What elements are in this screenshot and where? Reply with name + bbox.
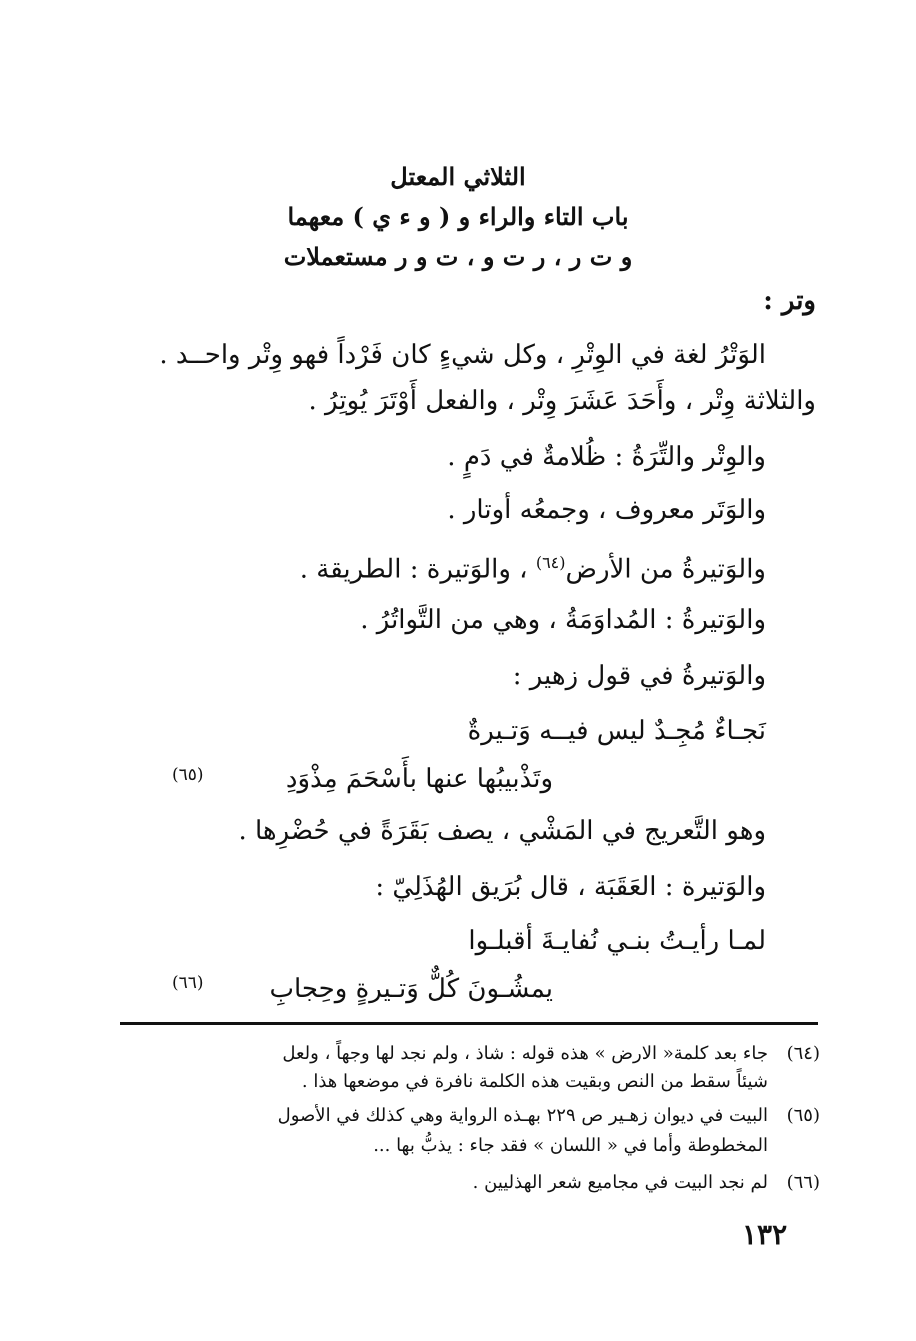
verse-line-2: وتَذْبيبُها عنها بأَسْحَمَ مِذْوَدِ — [285, 764, 553, 794]
roots-line: و ت ر ، ر ت و ، ت و ر مستعملات — [283, 242, 633, 271]
footnote-ref-66: (٦٦) — [172, 973, 204, 993]
body-line-2: والثلاثة وِتْر ، وأَحَدَ عَشَرَ وِتْر ، والفعل أَوْتَرَ يُوتِرُ . — [308, 386, 816, 416]
footnote-65-line-2: المخطوطة وأما في « اللسان » فقد جاء : يذبُّ بها ... — [373, 1135, 768, 1156]
chapter-title: باب التاء والراء و ( و ء ي ) معهما — [287, 202, 629, 231]
footnote-64-number: (٦٤) — [786, 1043, 820, 1064]
footnote-divider — [120, 1022, 818, 1025]
body-line-4: والوَتَر معروف ، وجمعُه أوتار . — [447, 495, 766, 525]
footnote-64-line-1: جاء بعد كلمة« الارض » هذه قوله : شاذ ، ولم نجد لها وجهاً ، ولعل — [282, 1043, 768, 1064]
body-line-6: والوَتيرةُ : المُداوَمَةُ ، وهي من التَّواتُرُ . — [360, 605, 766, 635]
section-title: الثلاثي المعتل — [390, 162, 526, 191]
footnote-66-number: (٦٦) — [786, 1172, 820, 1193]
entry-head: وتر : — [763, 286, 816, 316]
body-line-5-text-a: والوَتيرةُ من الأرض — [565, 554, 766, 585]
body-line-11: والوَتيرة : العَقَبَة ، قال بُرَيق الهُذَلِيّ : — [375, 872, 766, 902]
body-line-5 — [300, 546, 766, 587]
verse-line-4: يمشُـونَ كُلٌّ وَتـيرةٍ وحِجابِ — [269, 974, 553, 1004]
footnote-ref-65: (٦٥) — [172, 765, 204, 785]
footnote-65-number: (٦٥) — [786, 1105, 820, 1126]
body-line-7: والوَتيرةُ في قول زهير : — [512, 661, 766, 691]
body-line-1: الوَتْرُ لغة في الوِتْرِ ، وكل شيءٍ كان فَرْداً فهو وِتْر واحــد . — [159, 340, 766, 370]
footnote-64-line-2: شيئاً سقط من النص وبقيت هذه الكلمة نافرة في موضعها هذا . — [301, 1071, 768, 1092]
verse-line-1: نَجـاءٌ مُجِـدٌ ليس فيــه وَتـيرةٌ — [467, 716, 766, 746]
body-line-5-text-b: ، والوَتيرة : الطريقة . — [299, 554, 536, 585]
page-number: ١٣٢ — [742, 1218, 788, 1251]
verse-line-3: لمـا رأيـتُ بنـي نُفايـةَ أقبلـوا — [468, 926, 766, 956]
body-line-3: والوِتْر والتِّرَةُ : ظُلامةٌ في دَمٍ . — [447, 442, 766, 472]
footnote-65-line-1: البيت في ديوان زهـير ص ٢٢٩ بهـذه الرواية وهي كذلك في الأصول — [277, 1105, 768, 1126]
footnote-66-line-1: لم نجد البيت في مجاميع شعر الهذليين . — [472, 1172, 768, 1193]
footnote-ref-64: (٦٤) — [535, 553, 566, 572]
body-line-10: وهو التَّعريج في المَشْي ، يصف بَقَرَةً في حُضْرِها . — [238, 816, 766, 846]
